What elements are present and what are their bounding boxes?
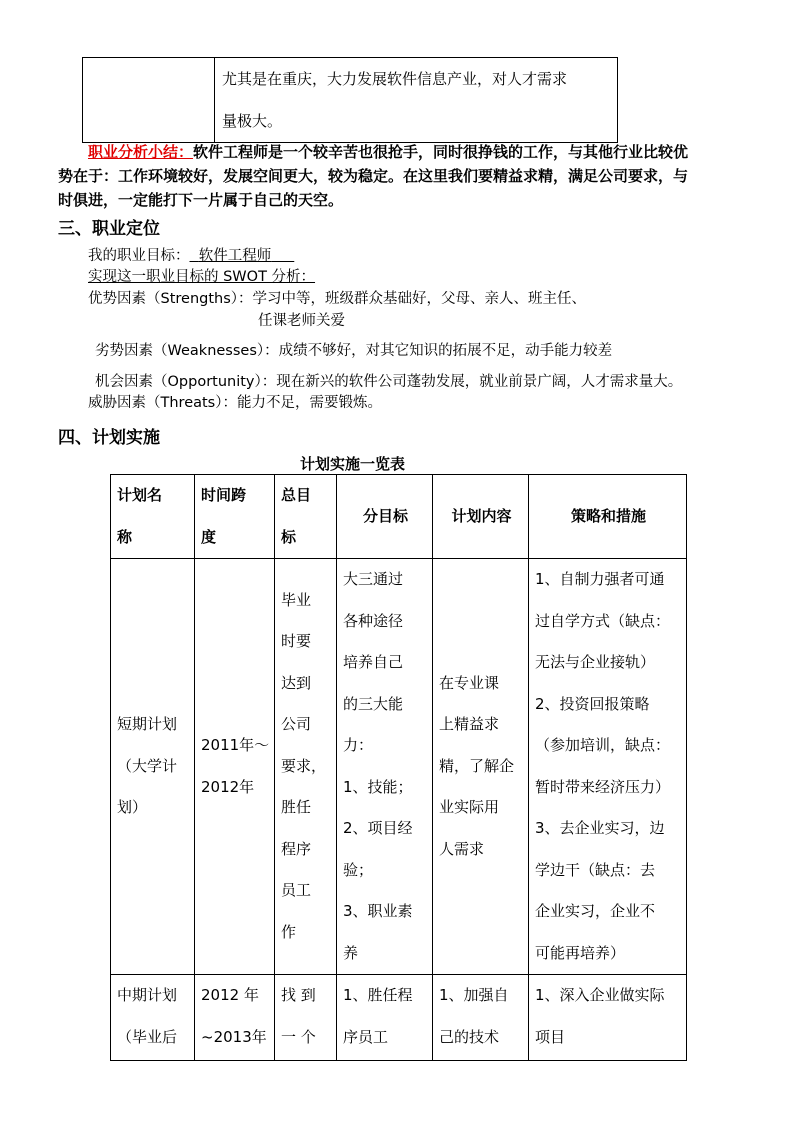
swot-intro: 实现这一职业目标的 SWOT 分析： — [88, 269, 316, 285]
threats-line: 威胁因素（Threats）：能力不足，需要锻炼。 — [88, 395, 382, 411]
table-header-row — [111, 475, 687, 559]
weaknesses-line: 劣势因素（Weaknesses）：成绩不够好，对其它知识的拓展不足，动手能力较差 — [95, 343, 613, 359]
strategy-cell: 1、自制力强者可通 过自学方式（缺点： 无法与企业接轨） 2、投资回报策略 （参加培训，缺点： 暂时带来经济压力） 3、去企业实习，边 学边干（缺点：去 企业实习，企业不 可能再培养） — [529, 559, 687, 975]
strengths-line-2: 任课老师关爱 — [258, 313, 345, 329]
career-goal-label: 我的职业目标： — [88, 248, 190, 264]
career-goal-value: 软件工程师 — [198, 248, 272, 264]
table-cell-empty — [83, 58, 215, 143]
career-analysis-summary — [88, 140, 742, 164]
time-span-cell: 2012 年 ~2013年 — [195, 975, 275, 1061]
table-row — [111, 559, 687, 975]
time-span-cell: 2011年～ 2012年 — [195, 559, 275, 975]
summary-line-3: 时俱进，一定能打下一片属于自己的天空。 — [58, 191, 344, 209]
header-sub-goal: 分目标 — [337, 475, 433, 559]
summary-label: 职业分析小结： — [88, 143, 194, 161]
table-row — [111, 975, 687, 1061]
opportunity-line: 机会因素（Opportunity）：现在新兴的软件公司蓬勃发展，就业前景广阔，人才需求量大。 — [95, 374, 683, 390]
header-strategy: 策略和措施 — [529, 475, 687, 559]
table-cell-text — [215, 58, 618, 143]
section-4-heading: 四、计划实施 — [58, 428, 160, 448]
strategy-cell: 1、深入企业做实际 项目 — [529, 975, 687, 1061]
section-3-heading: 三、职业定位 — [58, 219, 160, 239]
overall-goal-cell: 毕业 时要 达到 公司 要求， 胜任 程序 员工 作 — [275, 559, 337, 975]
header-time-span: 时间跨 度 — [195, 475, 275, 559]
plan-content-cell: 1、加强自 己的技术 — [433, 975, 529, 1061]
table-caption: 计划实施一览表 — [300, 455, 406, 473]
cell-line-1: 尤其是在重庆，大力发展软件信息产业，对人才需求 — [222, 70, 568, 88]
header-plan-name: 计划名 称 — [111, 475, 195, 559]
header-overall-goal: 总目 标 — [275, 475, 337, 559]
overall-goal-cell: 找 到 一 个 — [275, 975, 337, 1061]
previous-table-fragment — [82, 57, 618, 143]
summary-line-2: 势在于：工作环境较好，发展空间更大，较为稳定。在这里我们要精益求精，满足公司要求，与 — [58, 167, 689, 185]
sub-goal-cell: 1、胜任程 序员工 — [337, 975, 433, 1061]
summary-text-1: 软件工程师是一个较辛苦也很抢手，同时很挣钱的工作，与其他行业比较优 — [193, 143, 689, 161]
plan-name-cell: 中期计划 （毕业后 — [111, 975, 195, 1061]
strengths-line-1: 优势因素（Strengths）：学习中等，班级群众基础好，父母、亲人、班主任、 — [88, 291, 587, 307]
plan-content-cell: 在专业课 上精益求 精，了解企 业实际用 人需求 — [433, 559, 529, 975]
sub-goal-cell: 大三通过 各种途径 培养自己 的三大能 力： 1、技能； 2、项目经 验； 3、职业素 养 — [337, 559, 433, 975]
plan-table — [110, 474, 687, 1061]
cell-line-2: 量极大。 — [222, 112, 283, 130]
header-plan-content: 计划内容 — [433, 475, 529, 559]
plan-name-cell: 短期计划 （大学计 划） — [111, 559, 195, 975]
